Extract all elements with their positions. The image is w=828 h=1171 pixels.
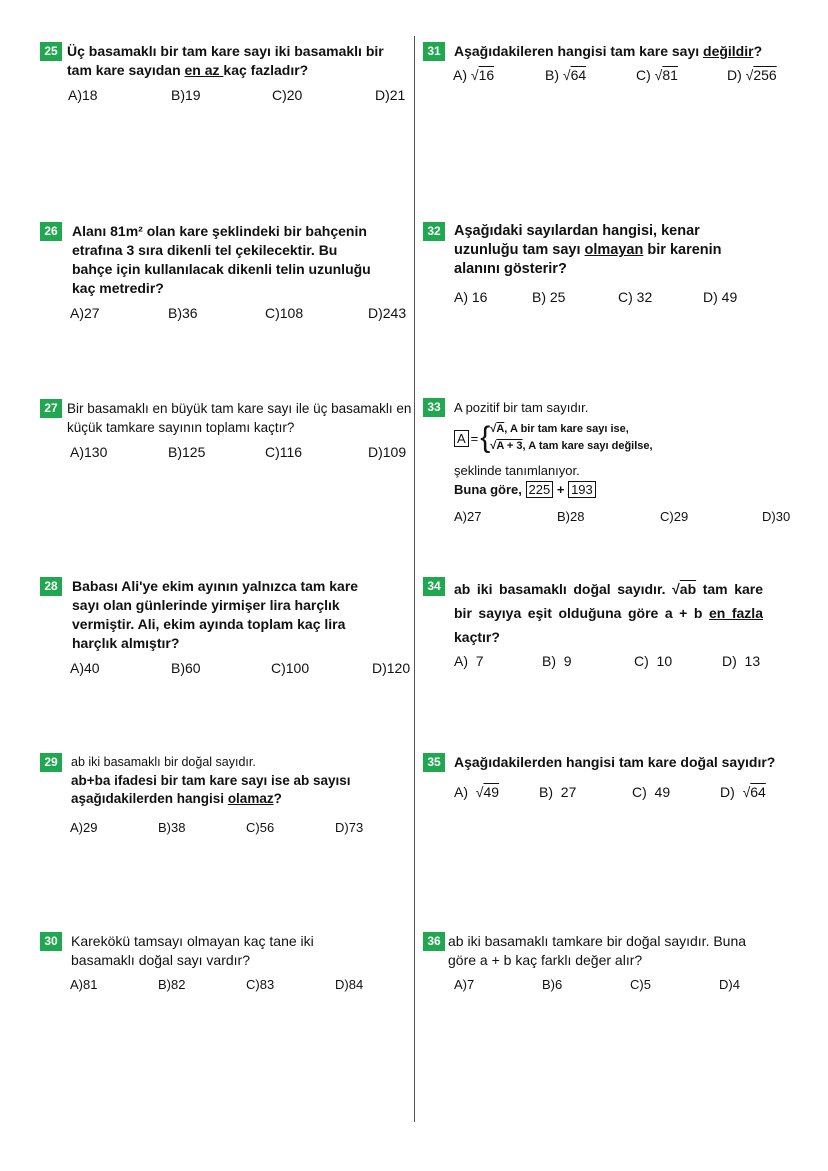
- definition-text: şeklinde tanımlanıyor.: [454, 463, 580, 478]
- option-a[interactable]: A)130: [70, 444, 108, 460]
- option-c[interactable]: C) 10: [634, 653, 673, 669]
- case-text: , A tam kare sayı değilse,: [522, 440, 653, 452]
- radicand: 64: [570, 67, 587, 83]
- boxed-193: 193: [568, 481, 596, 498]
- question-text: kaçtır?: [454, 629, 500, 645]
- question-text: Karekökü tamsayı olmayan kaç tane iki basamaklı doğal sayı vardır?: [71, 933, 314, 968]
- option-d[interactable]: D)73: [335, 820, 364, 835]
- option-d[interactable]: D)243: [368, 305, 407, 321]
- option-d[interactable]: D) √64: [720, 784, 766, 800]
- option-d[interactable]: D)30: [762, 509, 791, 524]
- question-text: Aşağıdakilerden hangisi tam kare doğal sayıdır?: [454, 754, 776, 770]
- case-2: √A + 3, A tam kare sayı değilse,: [490, 440, 653, 452]
- option-b[interactable]: B)82: [158, 977, 186, 992]
- radicand: 49: [483, 784, 500, 800]
- option-d[interactable]: D)120: [372, 660, 411, 676]
- question-text: Bir basamaklı en büyük tam kare sayı ile üç basamaklı en küçük tamkare sayının toplamı kaçtır?: [67, 401, 412, 435]
- question-text: bir karenin alanını gösterir?: [454, 242, 722, 277]
- option-c[interactable]: C)100: [271, 660, 310, 676]
- question-33: [423, 398, 803, 524]
- option-b[interactable]: [539, 784, 632, 800]
- question-32: [423, 222, 763, 305]
- option-a[interactable]: A)18: [68, 87, 98, 103]
- question-number: 36: [423, 932, 445, 951]
- option-label: D): [727, 67, 742, 83]
- question-number: 32: [423, 222, 445, 241]
- question-intro: A pozitif bir tam sayıdır.: [454, 400, 589, 415]
- option-d[interactable]: D)21: [375, 87, 406, 103]
- question-text: ab iki basamaklı tamkare bir doğal sayıdır. Buna göre a + b kaç farklı değer alır?: [448, 933, 747, 968]
- option-b[interactable]: B) 9: [542, 653, 572, 669]
- question-text: Buna göre,: [454, 482, 522, 497]
- question-text: ab+ba ifadesi bir tam kare sayı ise ab sayısı aşağıdakilerden hangisi: [71, 773, 351, 806]
- radicand: ab: [679, 581, 697, 597]
- option-a[interactable]: A) 7: [454, 653, 484, 669]
- case-text: , A bir tam kare sayı ise,: [504, 423, 629, 435]
- question-number: 28: [40, 577, 62, 596]
- option-a[interactable]: A)40: [70, 660, 100, 676]
- option-b[interactable]: B)125: [168, 444, 206, 460]
- option-a[interactable]: A)7: [454, 977, 475, 992]
- option-b[interactable]: B) 25: [532, 289, 566, 305]
- option-c[interactable]: C)5: [630, 977, 651, 992]
- question-text: Alanı 81m² olan kare şeklindeki bir bahçenin etrafına 3 sıra dikenli tel çekilecektir. Bu bahçe için kullanılacak dikenli telin uzunluğu kaç metredir?: [72, 223, 371, 296]
- question-27: [40, 399, 412, 460]
- underlined-text: olmayan: [584, 242, 644, 258]
- option-b[interactable]: B)6: [542, 977, 563, 992]
- option-c[interactable]: C)20: [272, 87, 303, 103]
- radicand: 16: [478, 67, 495, 83]
- question-intro: ab iki basamaklı bir doğal sayıdır.: [71, 755, 256, 769]
- option-b[interactable]: B)38: [158, 820, 186, 835]
- option-d[interactable]: D)4: [719, 977, 740, 992]
- question-number: 33: [423, 398, 445, 417]
- option-label: D): [720, 784, 743, 800]
- underlined-text: olamaz: [227, 791, 274, 806]
- question-number: 29: [40, 753, 62, 772]
- question-text: Aşağıdaki sayılardan hangisi, kenar uzunluğu tam sayı: [454, 223, 700, 258]
- question-26: [40, 222, 407, 321]
- radicand: 81: [662, 67, 678, 83]
- option-d[interactable]: D)109: [368, 444, 407, 460]
- option-label: B): [545, 67, 559, 83]
- question-31: [423, 42, 803, 83]
- option-a[interactable]: A)81: [70, 977, 98, 992]
- option-d[interactable]: D) √256: [727, 67, 777, 83]
- question-number: 31: [423, 42, 445, 61]
- radicand: 256: [753, 67, 777, 83]
- option-d[interactable]: D)84: [335, 977, 364, 992]
- radicand: 64: [750, 784, 766, 800]
- question-text: kaç fazladır?: [223, 62, 309, 78]
- option-b[interactable]: B)28: [557, 509, 585, 524]
- question-text: Babası Ali'ye ekim ayının yalnızca tam kare sayı olan günlerinde yirmişer lira harçlık vermiştir. Ali, ekim ayında toplam kaç lira harçlık almıştır?: [72, 578, 359, 651]
- option-c[interactable]: C) √81: [636, 67, 678, 83]
- underlined-text: en az: [184, 62, 224, 78]
- radicand: A: [496, 423, 505, 435]
- underlined-text: en fazla: [708, 605, 763, 621]
- plus-sign: +: [556, 482, 565, 497]
- option-b[interactable]: B)60: [171, 660, 201, 676]
- option-c[interactable]: C)29: [660, 509, 689, 524]
- question-number: 25: [40, 42, 62, 61]
- question-text: ab iki basamaklı doğal sayıdır.: [454, 581, 673, 597]
- option-a[interactable]: A) √49: [454, 784, 500, 800]
- question-29: [40, 753, 400, 835]
- question-25: [40, 42, 412, 103]
- option-label: A): [454, 784, 476, 800]
- option-c[interactable]: C)83: [246, 977, 275, 992]
- option-label: A): [453, 67, 467, 83]
- option-a[interactable]: A)27: [70, 305, 100, 321]
- question-number: 27: [40, 399, 62, 418]
- option-label: C): [636, 67, 651, 83]
- option-label: C) 49: [632, 784, 671, 800]
- question-number: 35: [423, 753, 445, 772]
- boxed-225: 225: [526, 481, 554, 498]
- question-36: [423, 932, 763, 992]
- piecewise-definition: A = { √A, A bir tam kare sayı ise, √A + 3, A tam kare sayı değilse,: [454, 421, 803, 455]
- column-divider: [414, 36, 415, 1122]
- question-text: tam kare bir sayıya eşit olduğuna göre a + b: [454, 581, 764, 621]
- option-label: B) 27: [539, 784, 577, 800]
- case-1: √A, A bir tam kare sayı ise,: [490, 423, 629, 435]
- option-a[interactable]: A)29: [70, 820, 98, 835]
- option-a[interactable]: A)27: [454, 509, 482, 524]
- option-d[interactable]: D) 13: [722, 653, 761, 669]
- option-c[interactable]: C)108: [265, 305, 304, 321]
- underlined-text: değildir: [703, 43, 754, 59]
- question-35: [423, 753, 803, 800]
- question-text: ?: [753, 43, 763, 59]
- question-text: Üç basamaklı bir tam kare sayı iki basamaklı bir tam kare sayıdan: [67, 43, 384, 78]
- option-c[interactable]: C) 32: [618, 289, 653, 305]
- question-number: 26: [40, 222, 62, 241]
- option-c[interactable]: C)116: [265, 444, 303, 460]
- option-b[interactable]: B) √64: [545, 67, 587, 83]
- question-text: Aşağıdakileren hangisi tam kare sayı: [454, 43, 704, 59]
- question-number: 30: [40, 932, 62, 951]
- option-a[interactable]: A) 16: [454, 289, 488, 305]
- option-b[interactable]: B)36: [168, 305, 198, 321]
- question-30: [40, 932, 364, 992]
- option-c[interactable]: C)56: [246, 820, 275, 835]
- question-34: 34 ab iki basamaklı doğal sayıdır. √ab tam kare bir sayıya eşit olduğuna göre a + b en fazla kaçtır? A) 7 B) 9 C) 10 D) 13: [423, 577, 763, 669]
- option-a[interactable]: A) √16: [453, 67, 495, 83]
- question-28: [40, 577, 411, 676]
- question-text: ?: [273, 791, 282, 806]
- option-b[interactable]: B)19: [171, 87, 201, 103]
- option-d[interactable]: D) 49: [703, 289, 738, 305]
- question-number: 34: [423, 577, 445, 596]
- boxed-a: A: [454, 430, 469, 447]
- radicand: A + 3: [496, 440, 523, 452]
- option-c[interactable]: [632, 784, 720, 800]
